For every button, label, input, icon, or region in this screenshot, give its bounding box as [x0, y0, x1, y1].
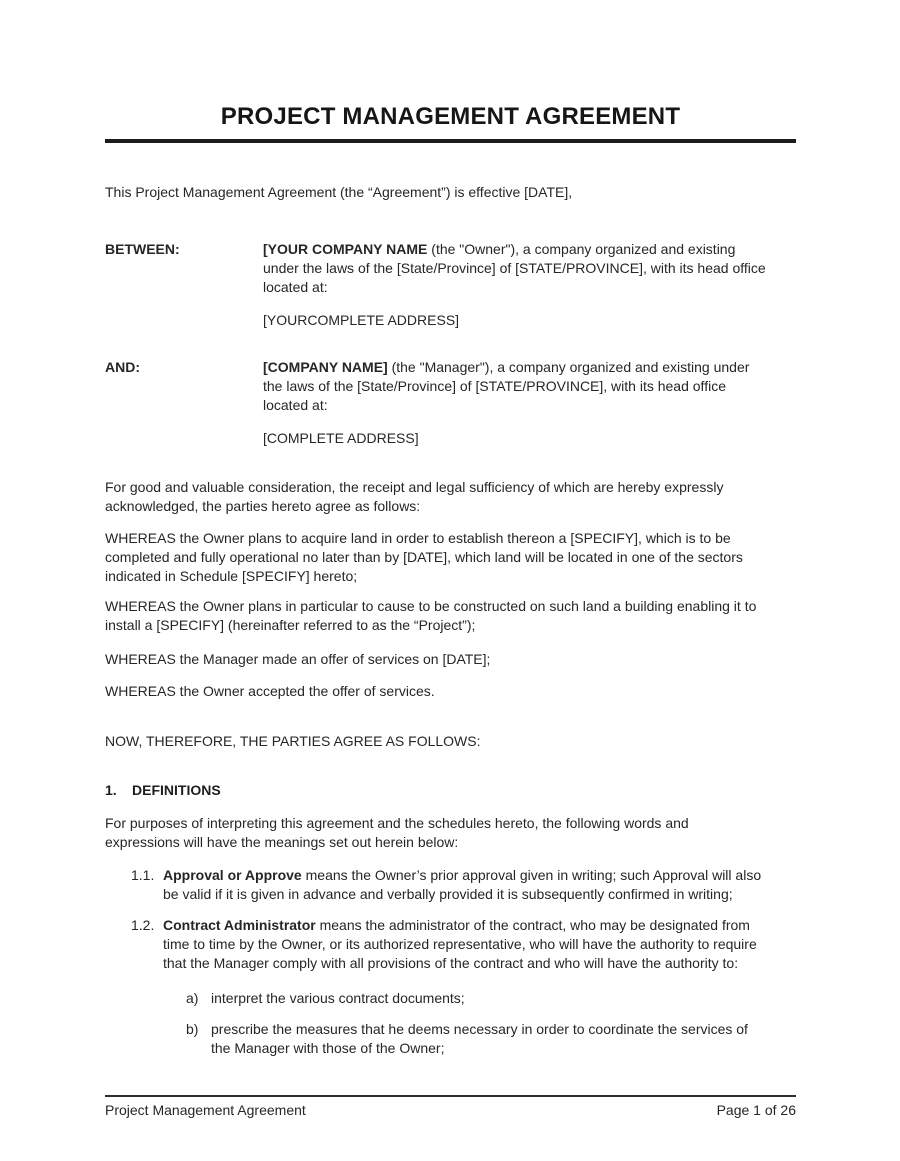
- definitions-lead: [105, 814, 796, 852]
- recital-paragraph: [105, 597, 796, 635]
- owner-company-name: [YOUR COMPANY NAME: [263, 241, 428, 257]
- title-rule: [105, 139, 796, 143]
- text-line: indicated in Schedule [SPECIFY] hereto;: [105, 568, 358, 584]
- text-line: that the Manager comply with all provisions of the contract and who will have the authority to:: [163, 955, 739, 971]
- footer-doc-title: Project Management Agreement: [105, 1102, 306, 1118]
- clause-a: [105, 989, 796, 1008]
- clause-body: [211, 1020, 748, 1058]
- text-line: For good and valuable consideration, the receipt and legal sufficiency of which are hereby expressly: [105, 479, 724, 495]
- and-label: AND:: [105, 359, 140, 375]
- text-line: means the administrator of the contract, who may be designated from: [315, 917, 750, 933]
- manager-address: [COMPLETE ADDRESS]: [263, 430, 419, 446]
- clause-body: [211, 989, 465, 1008]
- text-line: [263, 358, 749, 377]
- now-therefore: NOW, THEREFORE, THE PARTIES AGREE AS FOLLOWS:: [105, 733, 481, 749]
- text-line: the laws of the [State/Province] of [STATE/PROVINCE], with its head office: [263, 378, 726, 394]
- footer-page-number: Page 1 of 26: [716, 1102, 796, 1118]
- intro-paragraph: This Project Management Agreement (the “Agreement”) is effective [DATE],: [105, 184, 573, 200]
- text-line: means the Owner’s prior approval given in writing; such Approval will also: [301, 867, 762, 883]
- recital-paragraph: [105, 650, 796, 669]
- text-line: the Manager with those of the Owner;: [211, 1040, 445, 1056]
- page-footer: [105, 1095, 796, 1120]
- document-title: PROJECT MANAGEMENT AGREEMENT: [220, 103, 681, 130]
- text-line: For purposes of interpreting this agreement and the schedules hereto, the following words and: [105, 815, 689, 831]
- party-and: [105, 358, 796, 448]
- text-line: (the "Owner"), a company organized and existing: [427, 241, 736, 257]
- definition-number: 1.1.: [131, 867, 155, 883]
- definition-body: [163, 916, 757, 973]
- text-line: acknowledged, the parties hereto agree as follows:: [105, 498, 421, 514]
- text-line: WHEREAS the Owner plans to acquire land in order to establish thereon a [SPECIFY], which is to be: [105, 530, 731, 546]
- text-line: located at:: [263, 279, 328, 295]
- text-line: (the "Manager"), a company organized and existing under: [387, 359, 750, 375]
- definition-body: [163, 866, 761, 904]
- text-line: WHEREAS the Owner accepted the offer of services.: [105, 683, 435, 699]
- text-line: under the laws of the [State/Province] of [STATE/PROVINCE], with its head office: [263, 260, 766, 276]
- text-line: [163, 916, 757, 935]
- clause-letter: a): [186, 990, 199, 1006]
- recital-paragraph: [105, 529, 796, 586]
- text-line: [263, 240, 766, 259]
- text-line: [163, 866, 761, 885]
- definition-1-2: [105, 916, 796, 973]
- recital-paragraph: [105, 478, 796, 516]
- text-line: be valid if it is given in advance and verbally provided it is subsequently confirmed in writing;: [163, 886, 733, 902]
- manager-company-name: [COMPANY NAME]: [263, 359, 388, 375]
- recital-paragraph: [105, 682, 796, 701]
- section-number: 1.: [105, 782, 117, 798]
- clause-b: [105, 1020, 796, 1058]
- text-line: WHEREAS the Manager made an offer of services on [DATE];: [105, 651, 491, 667]
- party-between: [105, 240, 796, 330]
- text-line: located at:: [263, 397, 328, 413]
- definition-number: 1.2.: [131, 917, 155, 933]
- between-label: BETWEEN:: [105, 241, 180, 257]
- text-line: WHEREAS the Owner plans in particular to cause to be constructed on such land a building enabling it to: [105, 598, 757, 614]
- clause-letter: b): [186, 1021, 199, 1037]
- definition-term: Approval or Approve: [163, 867, 302, 883]
- text-line: expressions will have the meanings set out herein below:: [105, 834, 459, 850]
- text-line: completed and fully operational no later than by [DATE], which land will be located in one of the sectors: [105, 549, 743, 565]
- between-body: [263, 240, 766, 330]
- owner-address: [YOURCOMPLETE ADDRESS]: [263, 312, 460, 328]
- text-line: install a [SPECIFY] (hereinafter referred to as the “Project”);: [105, 617, 476, 633]
- text-line: prescribe the measures that he deems necessary in order to coordinate the services of: [211, 1021, 748, 1037]
- and-body: [263, 358, 749, 448]
- definition-term: Contract Administrator: [163, 917, 316, 933]
- text-line: time to time by the Owner, or its authorized representative, who will have the authority to require: [163, 936, 757, 952]
- definition-1-1: [105, 866, 796, 904]
- section-1-heading: [105, 781, 796, 800]
- section-title: DEFINITIONS: [132, 782, 221, 798]
- text-line: interpret the various contract documents;: [211, 990, 465, 1006]
